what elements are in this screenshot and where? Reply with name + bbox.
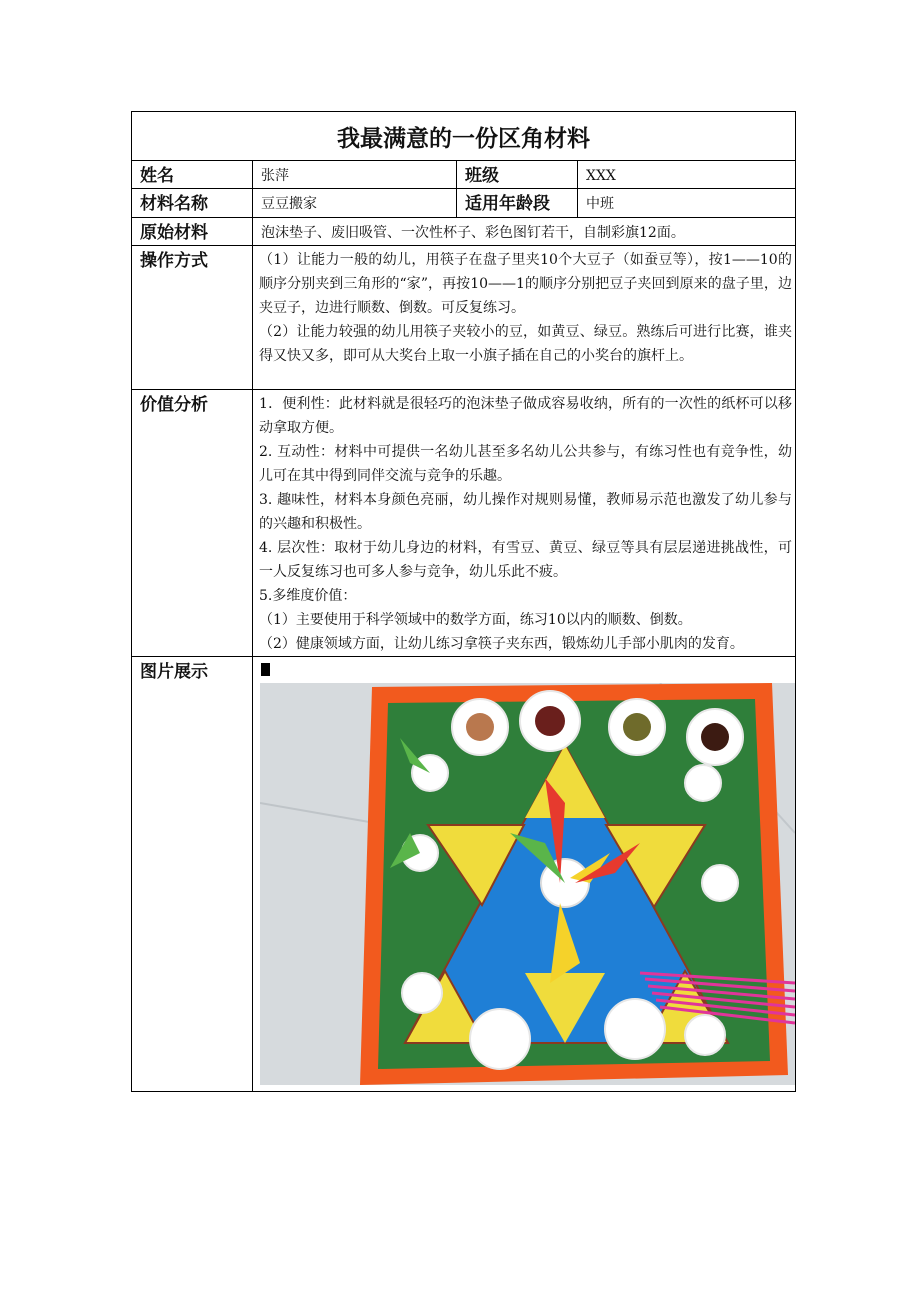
gallery-label: 图片展示 — [132, 657, 253, 1092]
name-label: 姓名 — [132, 161, 253, 189]
age-value: 中班 — [578, 189, 796, 218]
value-paragraph: 1．便利性：此材料就是很轻巧的泡沫垫子做成容易收纳，所有的一次性的纸杯可以移动拿取方便。 — [259, 396, 792, 436]
material-name-label: 材料名称 — [132, 189, 253, 218]
gallery-cell — [253, 657, 796, 1092]
value-analysis-label: 价值分析 — [132, 390, 253, 657]
value-analysis-text — [253, 390, 796, 657]
form-title: 我最满意的一份区角材料 — [132, 112, 796, 161]
value-paragraph: （1）主要使用于科学领域中的数学方面，练习10以内的顺数、倒数。 — [259, 612, 692, 628]
class-value: XXX — [578, 161, 796, 189]
age-label: 适用年龄段 — [457, 189, 578, 218]
operation-label: 操作方式 — [132, 246, 253, 390]
class-label: 班级 — [457, 161, 578, 189]
value-paragraph: 3. 趣味性，材料本身颜色亮丽，幼儿操作对规则易懂，教师易示范也激发了幼儿参与的兴趣和积极性。 — [259, 492, 792, 532]
operation-paragraph: （1）让能力一般的幼儿，用筷子在盘子里夹10个大豆子（如蚕豆等），按1——10的顺序分别夹到三角形的“家”，再按10——1的顺序分别把豆子夹回到原来的盘子里，边夹豆子，边进行顺数、倒数。可反复练习。 — [259, 252, 792, 316]
value-paragraph: （2）健康领域方面，让幼儿练习拿筷子夹东西，锻炼幼儿手部小肌肉的发育。 — [259, 636, 744, 652]
material-name-value: 豆豆搬家 — [253, 189, 457, 218]
bullet-marker — [261, 663, 270, 676]
operation-text — [253, 246, 796, 390]
value-paragraph: 2. 互动性：材料中可提供一名幼儿甚至多名幼儿公共参与，有练习性也有竞争性，幼儿可在其中得到同伴交流与竞争的乐趣。 — [259, 444, 792, 484]
material-photo — [260, 683, 795, 1085]
value-paragraph: 5.多维度价值： — [259, 588, 357, 604]
raw-materials-label: 原始材料 — [132, 218, 253, 246]
value-paragraph: 4. 层次性：取材于幼儿身边的材料，有雪豆、黄豆、绿豆等具有层层递进挑战性，可一人反复练习也可多人参与竞争，幼儿乐此不疲。 — [259, 540, 792, 580]
raw-materials-value: 泡沫垫子、废旧吸管、一次性杯子、彩色图钉若干，自制彩旗12面。 — [253, 218, 796, 246]
operation-paragraph: （2）让能力较强的幼儿用筷子夹较小的豆，如黄豆、绿豆。熟练后可进行比赛，谁夹得又快又多，即可从大奖台上取一小旗子插在自己的小奖台的旗杆上。 — [259, 324, 792, 364]
name-value: 张萍 — [253, 161, 457, 189]
material-form — [131, 111, 796, 1092]
